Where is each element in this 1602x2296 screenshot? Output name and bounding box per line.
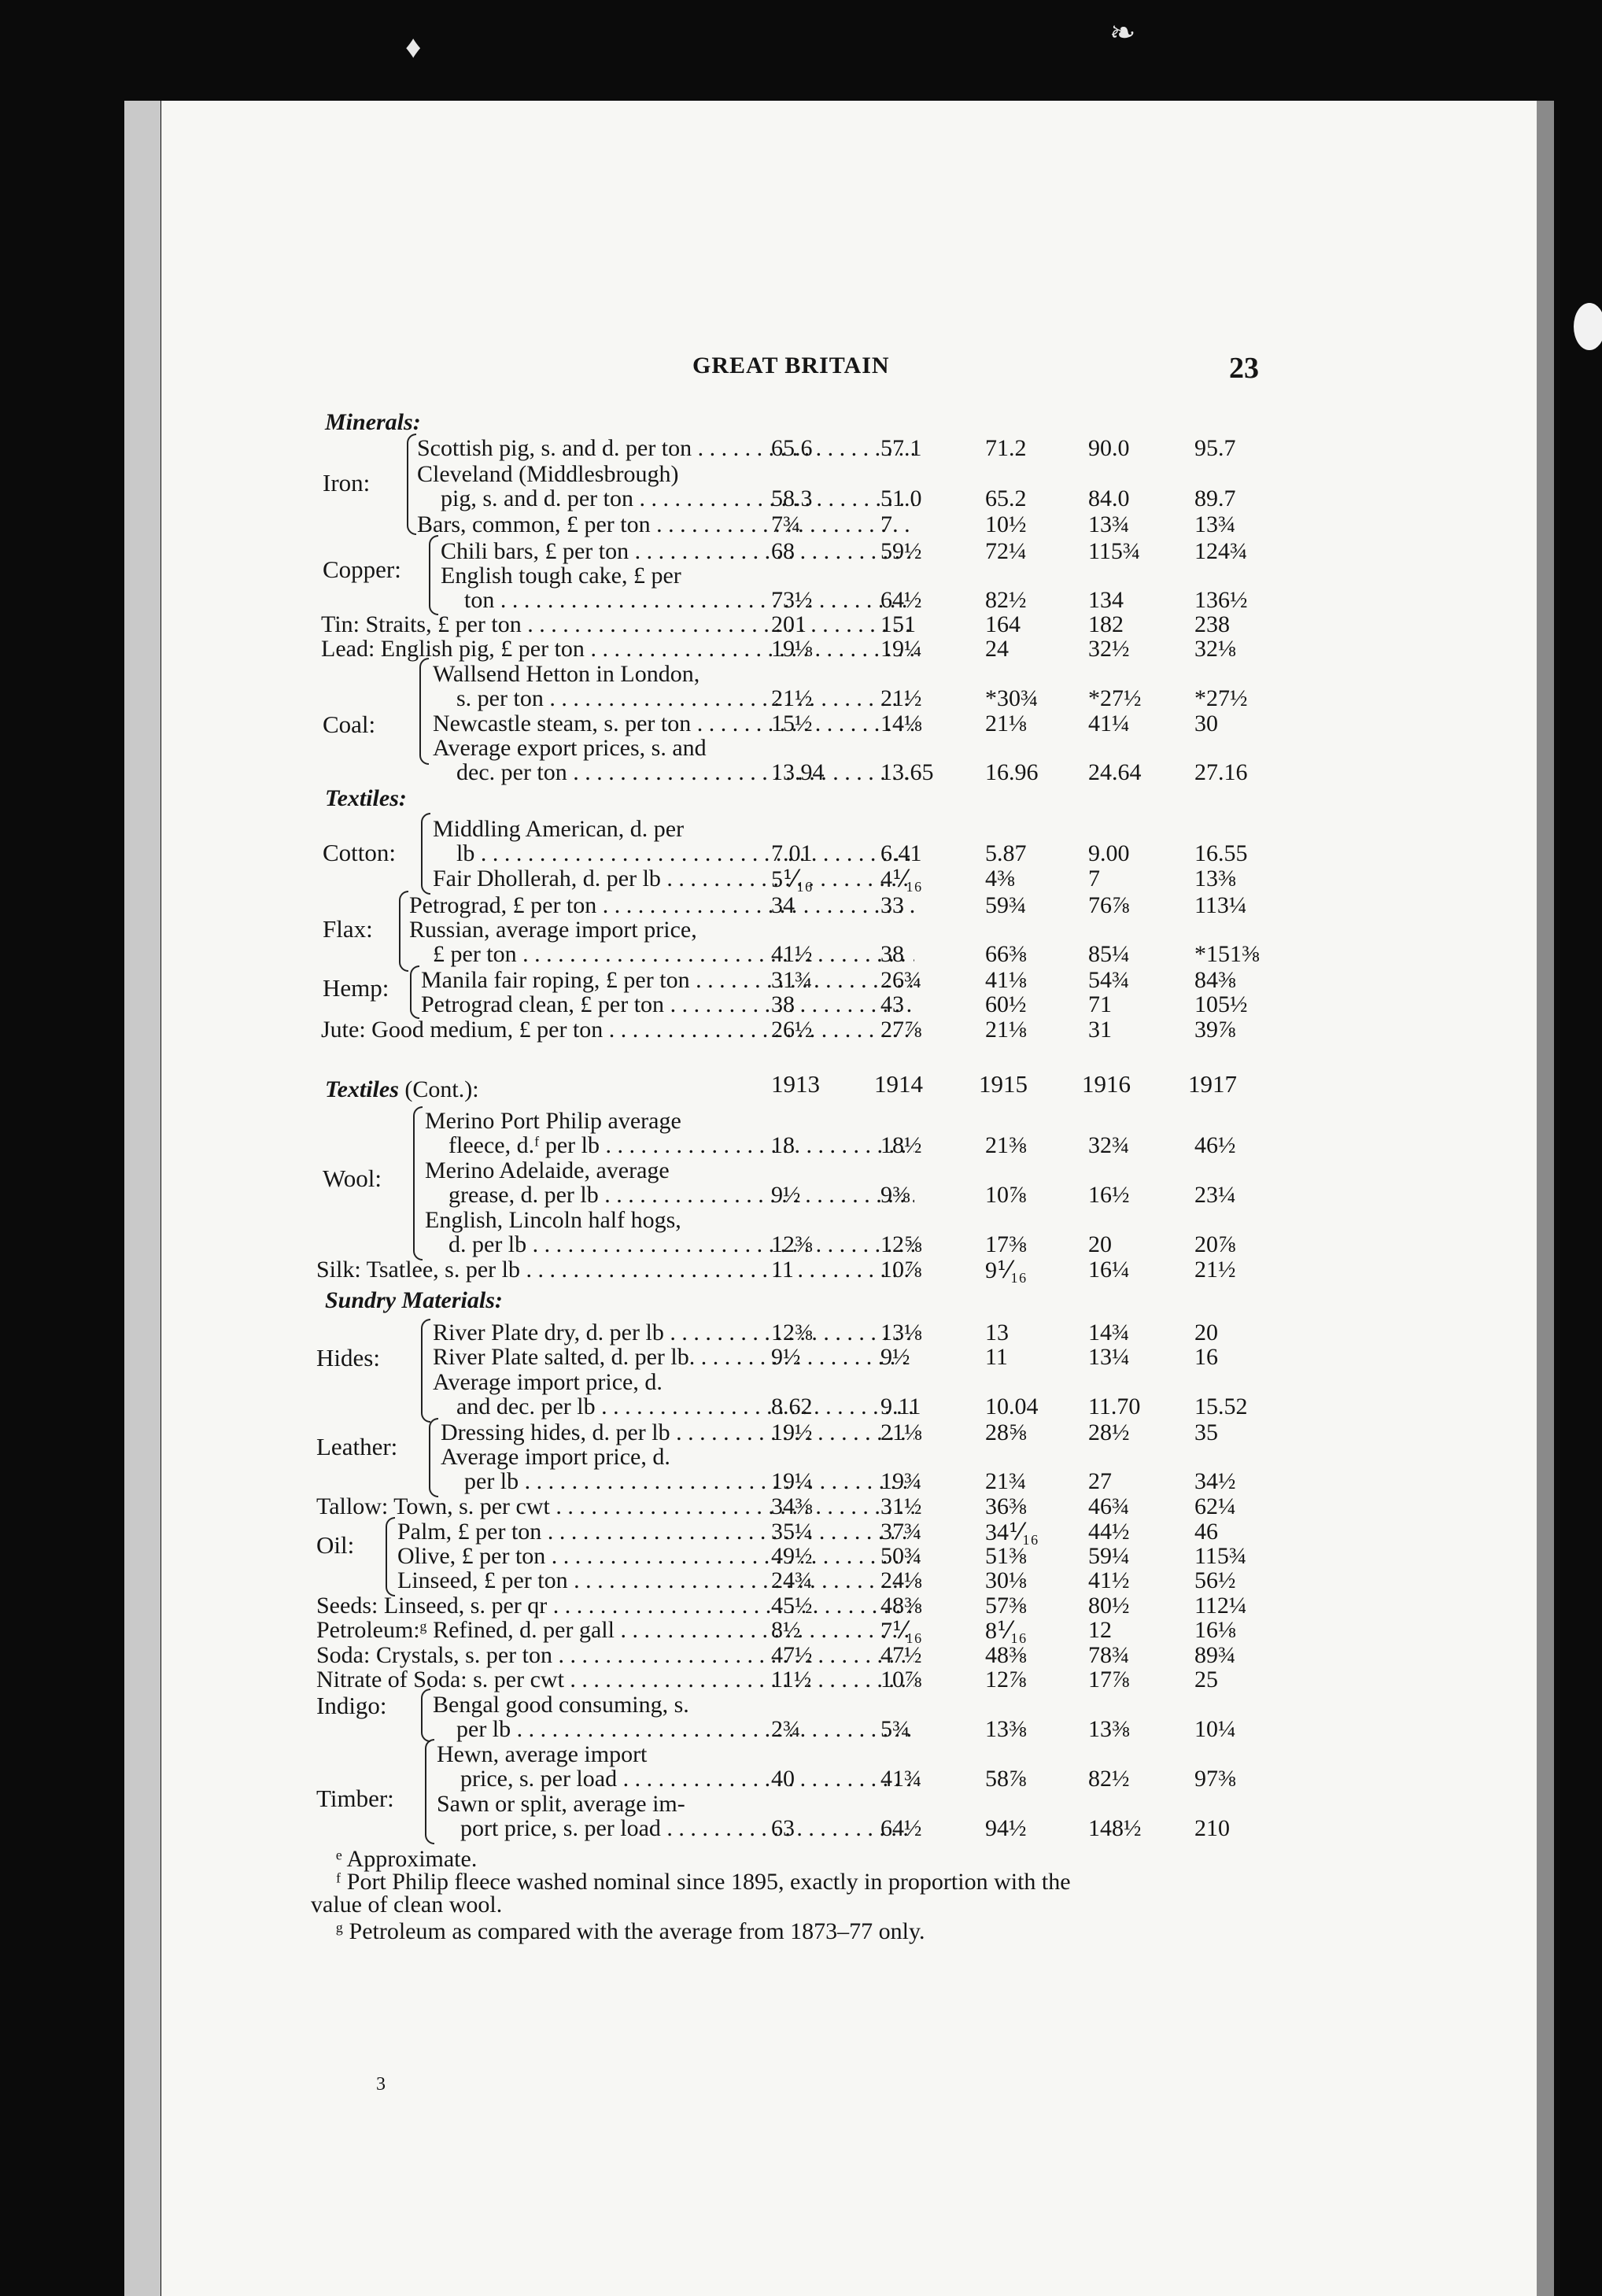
value-cell: 7.01 [771,840,813,866]
row-label: Newcastle steam, s. per ton . . . [433,711,914,737]
value-cell: 124¾ [1194,538,1248,564]
row-label: Petrograd, £ per ton . . . [409,892,914,919]
value-cell: 35 [1194,1419,1218,1445]
value-cell: 13 [985,1320,1009,1345]
value-cell: 13.65 [880,759,934,785]
value-cell: 5⅟₁₆ [771,866,813,892]
footnote: ᶠ Port Philip fleece washed nominal since 1895, exactly in proportion with the [336,1869,1071,1895]
value-cell: 27.16 [1194,759,1248,785]
value-cell: 7¾ [771,511,801,537]
value-cell: 47½ [880,1642,922,1668]
value-cell: 78¾ [1088,1642,1130,1668]
value-cell: 16.55 [1194,840,1248,866]
row-label: Fair Dhollerah, d. per lb . . . [433,866,914,892]
value-cell: 51.0 [880,485,922,511]
row-label: £ per ton . . . [433,941,914,968]
group-brace [410,965,419,1019]
value-cell: 64½ [880,1815,922,1841]
value-cell: 72¼ [985,538,1027,564]
value-cell: 26¾ [880,967,922,993]
value-cell: 5.87 [985,840,1027,866]
row-label: Average export prices, s. and [433,735,707,761]
row-label: s. per ton . . . [456,685,914,712]
group-label: Hides: [316,1344,380,1371]
value-cell: 32½ [1088,636,1130,662]
value-cell: 38 [771,991,795,1017]
value-cell: 26½ [771,1017,813,1043]
value-cell: 14¾ [1088,1320,1130,1345]
value-cell: 9½ [771,1344,801,1370]
value-cell: 21⅛ [880,1419,922,1445]
value-cell: 35¼ [771,1519,813,1545]
value-cell: 19½ [771,1419,813,1445]
row-label: Russian, average import price, [409,917,697,943]
group-label: Hemp: [323,974,389,1002]
value-cell: 76⅞ [1088,892,1130,918]
value-cell: 66⅜ [985,941,1027,967]
value-cell: 40 [771,1766,795,1792]
value-cell: 16⅛ [1194,1617,1236,1643]
row-label: Wallsend Hetton in London, [433,661,700,687]
value-cell: 136½ [1194,587,1248,613]
group-label: Timber: [316,1785,394,1812]
value-cell: 64½ [880,587,922,613]
value-cell: 24 [985,636,1009,662]
value-cell: 41¾ [880,1766,922,1792]
value-cell: 14⅛ [880,711,922,736]
footnote: ᵉ Approximate. [336,1846,478,1872]
value-cell: 82½ [1088,1766,1130,1792]
value-cell: 49½ [771,1543,813,1569]
row-label: per lb . . . [456,1716,914,1743]
value-cell: 59¾ [985,892,1027,918]
group-brace [421,1319,430,1423]
value-cell: 57.1 [880,435,922,461]
value-cell: 19¼ [771,1468,813,1494]
section-heading [325,1076,479,1103]
section-heading-suffix: (Cont.): [398,1076,479,1102]
group-brace [425,1739,434,1844]
value-cell: 9⅜ [880,1182,910,1208]
group-label: Indigo: [316,1692,387,1719]
value-cell: 13¼ [1088,1344,1130,1370]
row-label: Tallow: Town, s. per cwt . . . [316,1493,914,1520]
value-cell: 59¼ [1088,1543,1130,1569]
footnote: value of clean wool. [311,1892,503,1918]
value-cell: 38 [880,941,904,967]
value-cell: 10¼ [1194,1716,1236,1742]
value-cell: 27 [1088,1468,1112,1494]
value-cell: 41⅛ [985,967,1027,993]
row-label: ton . . . [464,587,914,614]
group-label: Oil: [316,1531,355,1559]
row-label: fleece, d.ᶠ per lb . . . [448,1132,914,1159]
row-label: Palm, £ per ton . . . [397,1519,914,1545]
row-label: Nitrate of Soda: s. per cwt . . . [316,1667,914,1693]
value-cell: 36⅜ [985,1493,1027,1519]
value-cell: 113¼ [1194,892,1247,918]
value-cell: 6.41 [880,840,922,866]
value-cell: 21¾ [985,1468,1027,1494]
group-label: Leather: [316,1433,398,1460]
row-label: Hewn, average import [437,1741,648,1767]
value-cell: 21⅛ [985,1017,1027,1043]
value-cell: *151⅜ [1194,941,1260,967]
row-label: Average import price, d. [433,1369,663,1395]
value-cell: 44½ [1088,1519,1130,1545]
value-cell: 65.2 [985,485,1027,511]
value-cell: 24¾ [771,1567,813,1593]
row-label: dec. per ton . . . [456,759,914,786]
value-cell: 10½ [985,511,1027,537]
value-cell: 13⅜ [1088,1716,1130,1742]
row-label: Seeds: Linseed, s. per qr . . . [316,1593,914,1619]
row-label: Petrograd clean, £ per ton . . . [421,991,914,1018]
value-cell: 46 [1194,1519,1218,1545]
row-label: English tough cake, £ per [441,563,681,589]
value-cell: 19⅛ [771,636,813,662]
scan-hole-blob [1574,303,1602,350]
value-cell: 12⅝ [880,1231,922,1257]
value-cell: 30 [1194,711,1218,736]
row-label: Dressing hides, d. per lb . . . [441,1419,914,1446]
value-cell: 89¾ [1194,1642,1236,1668]
value-cell: 10⅞ [880,1667,922,1692]
value-cell: 210 [1194,1815,1230,1841]
row-label: Bars, common, £ per ton . . . [417,511,914,538]
value-cell: 41½ [771,941,813,967]
value-cell: 31½ [880,1493,922,1519]
value-cell: 21⅜ [985,1132,1027,1158]
group-brace [386,1517,395,1596]
value-cell: 11.70 [1088,1393,1141,1419]
value-cell: 12 [1088,1617,1112,1643]
scan-speck-mark: ❧ [1109,15,1136,50]
row-label: grease, d. per lb . . . [448,1182,914,1209]
value-cell: 24.64 [1088,759,1142,785]
row-label: and dec. per lb . . . [456,1393,914,1420]
value-cell: 68 [771,538,795,564]
value-cell: 11 [771,1257,794,1283]
value-cell: 10⅞ [985,1182,1027,1208]
row-label: River Plate salted, d. per lb. . . . [433,1344,914,1371]
value-cell: 10.04 [985,1393,1039,1419]
year-header-cell: 1914 [874,1070,923,1098]
left-edge-stripe [124,101,161,2296]
section-heading-text: Textiles [325,1076,399,1102]
row-label: Middling American, d. per [433,816,685,842]
value-cell: 115¾ [1194,1543,1247,1569]
value-cell: 51⅜ [985,1543,1027,1569]
page-number: 23 [1229,352,1259,385]
value-cell: 8⅟₁₆ [985,1618,1027,1644]
value-cell: 12⅜ [771,1231,813,1257]
value-cell: 50¾ [880,1543,922,1569]
value-cell: 71 [1088,991,1112,1017]
value-cell: 11 [985,1344,1008,1370]
value-cell: 112¼ [1194,1593,1247,1619]
value-cell: 56½ [1194,1567,1236,1593]
value-cell: 13.94 [771,759,825,785]
value-cell: *27½ [1194,685,1248,711]
value-cell: 12⅜ [771,1320,813,1345]
value-cell: 19¼ [880,636,922,662]
value-cell: 16.96 [985,759,1039,785]
value-cell: 39⅞ [1194,1017,1236,1043]
value-cell: 80½ [1088,1593,1130,1619]
value-cell: 11½ [771,1667,812,1692]
right-edge-stripe [1537,101,1554,2296]
value-cell: 62¼ [1194,1493,1236,1519]
value-cell: 16 [1194,1344,1218,1370]
value-cell: 32¾ [1088,1132,1130,1158]
value-cell: *30¾ [985,685,1039,711]
value-cell: 89.7 [1194,485,1236,511]
row-label: pig, s. and d. per ton . . . [441,485,914,512]
group-brace [429,535,438,615]
value-cell: 4⅜ [985,866,1015,891]
value-cell: 16½ [1088,1182,1130,1208]
row-label: Manila fair roping, £ per ton . . . [421,967,914,994]
group-brace [429,1418,438,1497]
group-brace [407,434,416,535]
row-label: Jute: Good medium, £ per ton . . . [321,1017,914,1043]
value-cell: 43 [880,991,904,1017]
value-cell: 31 [1088,1017,1112,1043]
value-cell: 31¾ [771,967,813,993]
value-cell: 48⅜ [985,1642,1027,1668]
value-cell: 82½ [985,587,1027,613]
value-cell: 45½ [771,1593,813,1619]
value-cell: 9.11 [880,1393,921,1419]
row-label: Sawn or split, average im- [437,1791,685,1817]
value-cell: 9½ [771,1182,801,1208]
value-cell: 7 [880,511,892,537]
value-cell: 28½ [1088,1419,1130,1445]
value-cell: 18 [771,1132,795,1158]
value-cell: 84⅜ [1194,967,1236,993]
value-cell: 85¼ [1088,941,1130,967]
group-label: Flax: [323,915,373,943]
value-cell: 8½ [771,1617,801,1643]
value-cell: 63 [771,1815,795,1841]
value-cell: 41¼ [1088,711,1130,736]
row-label: Olive, £ per ton . . . [397,1543,914,1570]
value-cell: 59½ [880,538,922,564]
value-cell: 148½ [1088,1815,1142,1841]
value-cell: 21½ [1194,1257,1236,1283]
row-label: d. per lb . . . [448,1231,914,1258]
value-cell: 15.52 [1194,1393,1248,1419]
value-cell: 34⅟₁₆ [985,1519,1039,1545]
value-cell: 90.0 [1088,435,1130,461]
value-cell: 151 [880,611,916,637]
value-cell: 54¾ [1088,967,1130,993]
value-cell: 65.6 [771,435,813,461]
value-cell: 7⅟₁₆ [880,1618,922,1644]
section-heading: Sundry Materials: [325,1287,503,1313]
row-label: Linseed, £ per ton . . . [397,1567,914,1594]
value-cell: 238 [1194,611,1230,637]
value-cell: 33 [880,892,904,918]
value-cell: 46½ [1194,1132,1236,1158]
value-cell: 9.00 [1088,840,1130,866]
year-header-cell: 1917 [1188,1070,1237,1098]
value-cell: 9½ [880,1344,910,1370]
group-brace [419,658,429,765]
value-cell: 13⅜ [1194,866,1236,891]
group-label: Copper: [323,556,401,583]
value-cell: 48⅜ [880,1593,922,1619]
group-label: Cotton: [323,839,397,866]
value-cell: 60½ [985,991,1027,1017]
value-cell: 8.62 [771,1393,813,1419]
value-cell: *27½ [1088,685,1142,711]
value-cell: 71.2 [985,435,1027,461]
value-cell: 57⅜ [985,1593,1027,1619]
row-label: Petroleum:ᵍ Refined, d. per gall . . . [316,1617,914,1644]
value-cell: 13¾ [1194,511,1236,537]
section-heading: Textiles: [325,785,407,811]
value-cell: 94½ [985,1815,1027,1841]
value-cell: 24⅛ [880,1567,922,1593]
book-page [161,101,1537,2296]
value-cell: 25 [1194,1667,1218,1692]
row-label: Merino Port Philip average [425,1108,681,1134]
value-cell: 21½ [880,685,922,711]
value-cell: 20 [1088,1231,1112,1257]
year-header-cell: 1915 [979,1070,1028,1098]
value-cell: 17⅞ [1088,1667,1130,1692]
value-cell: 2¾ [771,1716,801,1742]
row-label: Merino Adelaide, average [425,1157,670,1183]
value-cell: 23¼ [1194,1182,1236,1208]
value-cell: 164 [985,611,1021,637]
value-cell: 27⅞ [880,1017,922,1043]
value-cell: 30⅛ [985,1567,1027,1593]
value-cell: 20 [1194,1320,1218,1345]
value-cell: 9⅟₁₆ [985,1257,1027,1283]
value-cell: 34½ [1194,1468,1236,1494]
value-cell: 34 [771,892,795,918]
footnote: ᵍ Petroleum as compared with the average from 1873–77 only. [336,1918,925,1944]
row-label: port price, s. per load . . . [460,1815,914,1842]
row-label: Average import price, d. [441,1444,670,1470]
value-cell: 46¾ [1088,1493,1130,1519]
row-label: Soda: Crystals, s. per ton . . . [316,1642,914,1669]
value-cell: 134 [1088,587,1124,613]
year-header-cell: 1916 [1082,1070,1131,1098]
value-cell: 12⅞ [985,1667,1027,1692]
group-brace [421,813,430,895]
value-cell: 13⅛ [880,1320,922,1345]
group-label: Wool: [323,1165,382,1192]
value-cell: 97⅜ [1194,1766,1236,1792]
row-label: Cleveland (Middlesbrough) [417,461,679,487]
group-brace [413,1106,423,1261]
row-label: Tin: Straits, £ per ton . . . [321,611,914,638]
group-brace [399,891,408,972]
value-cell: 34⅜ [771,1493,813,1519]
value-cell: 201 [771,611,807,637]
row-label: lb . . . [456,840,914,867]
value-cell: 182 [1088,611,1124,637]
value-cell: 5¾ [880,1716,910,1742]
value-cell: 17⅜ [985,1231,1027,1257]
value-cell: 21½ [771,685,813,711]
section-heading: Minerals: [325,409,421,435]
value-cell: 18½ [880,1132,922,1158]
year-header-cell: 1913 [771,1070,820,1098]
value-cell: 19¾ [880,1468,922,1494]
value-cell: 28⅝ [985,1419,1027,1445]
value-cell: 10⅞ [880,1257,922,1283]
row-label: price, s. per load . . . [460,1766,914,1792]
value-cell: 13⅜ [985,1716,1027,1742]
scan-speck-mark: ♦ [405,29,422,65]
value-cell: 73½ [771,587,813,613]
row-label: River Plate dry, d. per lb . . . [433,1320,914,1346]
value-cell: 115¾ [1088,538,1141,564]
group-label: Coal: [323,711,376,738]
value-cell: 20⅞ [1194,1231,1236,1257]
value-cell: 95.7 [1194,435,1236,461]
row-label: Bengal good consuming, s. [433,1692,689,1718]
row-label: English, Lincoln half hogs, [425,1207,681,1233]
value-cell: 84.0 [1088,485,1130,511]
signature-mark: 3 [376,2074,386,2095]
value-cell: 58⅞ [985,1766,1027,1792]
value-cell: 7 [1088,866,1100,891]
value-cell: 58.3 [771,485,813,511]
value-cell: 47½ [771,1642,813,1668]
value-cell: 21⅛ [985,711,1027,736]
group-brace [421,1689,430,1742]
value-cell: 15½ [771,711,813,736]
row-label: Silk: Tsatlee, s. per lb . . . [316,1257,914,1283]
group-label: Iron: [323,469,371,496]
row-label: Scottish pig, s. and d. per ton . . . [417,435,914,462]
value-cell: 13¾ [1088,511,1130,537]
value-cell: 32⅛ [1194,636,1236,662]
row-label: Chili bars, £ per ton . . . [441,538,914,565]
value-cell: 41½ [1088,1567,1130,1593]
row-label: per lb . . . [464,1468,914,1495]
value-cell: 4⅟₁₆ [880,866,922,892]
running-head: GREAT BRITAIN [692,353,890,378]
value-cell: 16¼ [1088,1257,1130,1283]
row-label: Lead: English pig, £ per ton . . . [321,636,914,663]
value-cell: 37¾ [880,1519,922,1545]
value-cell: 105½ [1194,991,1248,1017]
